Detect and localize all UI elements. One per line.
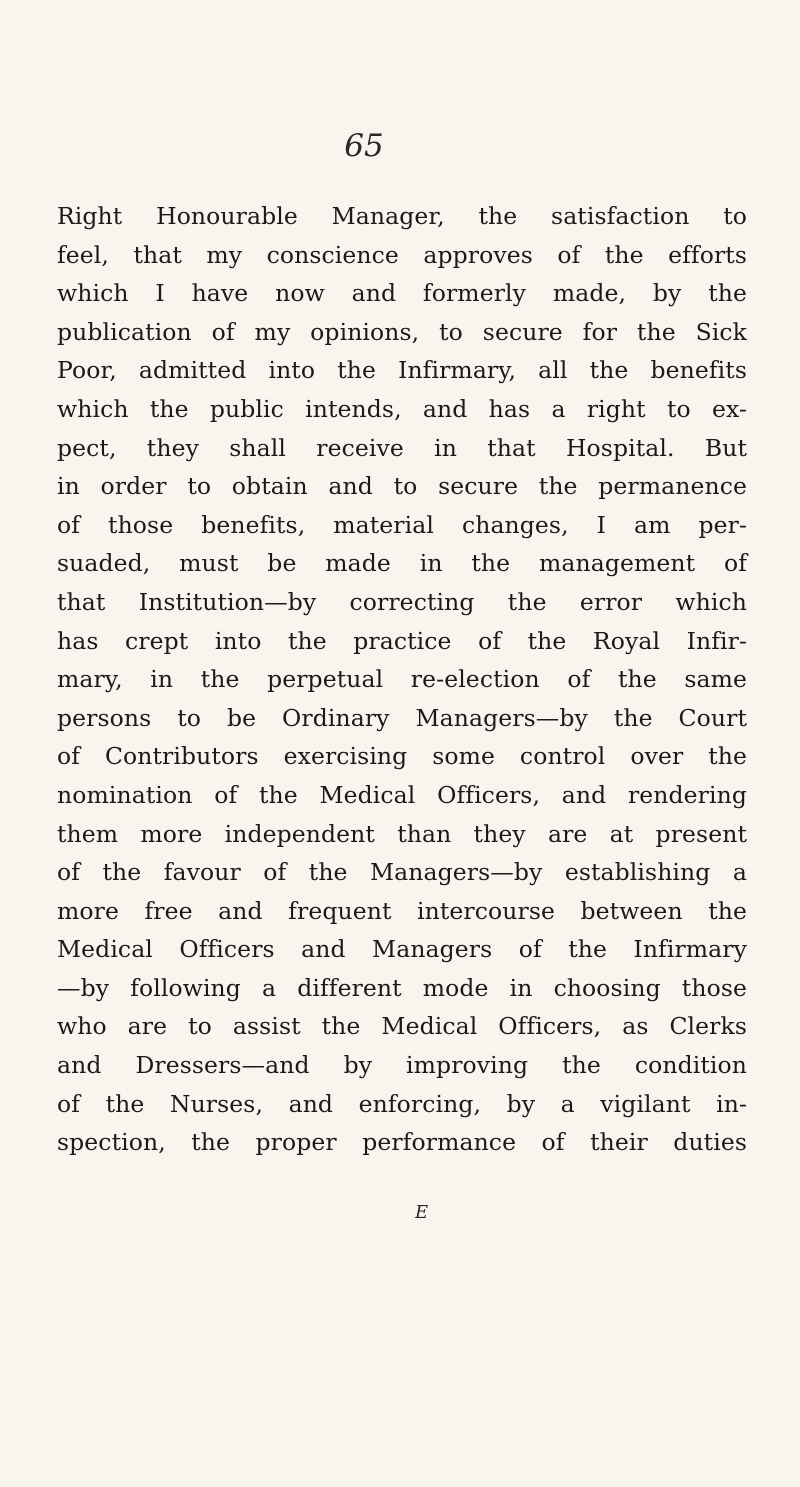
text-line-1: Right Honourable Manager, the satisfaction to [57,202,747,230]
text-line-20: Medical Officers and Managers of the Infirmary [57,935,747,964]
page-number: 65 [344,128,384,164]
text-line-4: publication of my opinions, to secure for the Sick [57,317,747,346]
text-line-16: nomination of the Medical Officers, and rendering [57,780,747,809]
text-line-5: Poor, admitted into the Infirmary, all the benefits [57,356,747,385]
text-line-21: —by following a different mode in choosing those [57,973,747,1002]
text-line-25: spection, the proper performance of their duties [57,1128,747,1157]
text-line-2: feel, that my conscience approves of the efforts [57,240,747,269]
text-line-3: which I have now and formerly made, by the [57,279,747,308]
text-line-23: and Dressers—and by improving the condition [57,1051,747,1080]
text-line-15: of Contributors exercising some control over the [57,742,747,771]
text-line-22: who are to assist the Medical Officers, as Clerks [57,1012,747,1041]
text-line-19: more free and frequent intercourse between the [57,896,747,925]
text-line-24: of the Nurses, and enforcing, by a vigilant in- [57,1089,747,1118]
text-line-11: that Institution—by correcting the error which [57,587,747,616]
text-line-12: has crept into the practice of the Royal Infir- [57,626,747,655]
body-text [57,197,747,1162]
text-line-17: them more independent than they are at present [57,819,747,848]
text-line-6: which the public intends, and has a right to ex- [57,394,747,423]
text-line-8: in order to obtain and to secure the permanence [57,472,747,501]
signature-mark: E [415,1202,429,1223]
text-line-10: suaded, must be made in the management of [57,549,747,578]
text-line-9: of those benefits, material changes, I am per- [57,510,747,539]
text-line-7: pect, they shall receive in that Hospital. But [57,433,747,462]
text-line-18: of the favour of the Managers—by establishing a [57,858,747,887]
text-line-14: persons to be Ordinary Managers—by the Court [57,703,747,732]
text-line-13: mary, in the perpetual re-election of the same [57,665,747,694]
